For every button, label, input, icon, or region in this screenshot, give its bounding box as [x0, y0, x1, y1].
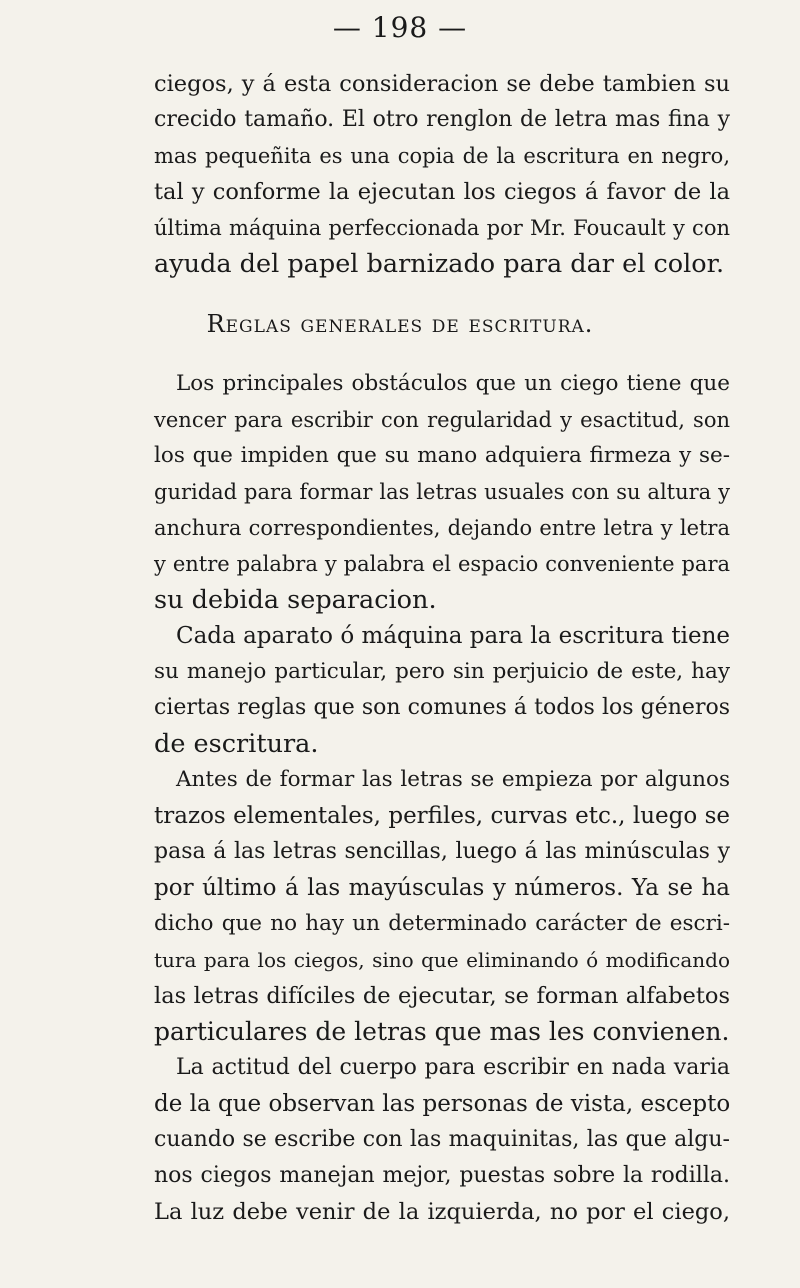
text-line: tura para los ciegos, sino que eliminando ó modificando	[154, 948, 730, 972]
text-line: los que impiden que su mano adquiera firmeza y se-	[154, 443, 730, 468]
text-line: las letras difíciles de ejecutar, se forman alfabetos	[154, 983, 730, 1009]
paragraph-first-line: La actitud del cuerpo para escribir en nada varia	[176, 1055, 730, 1080]
text-line: por último á las mayúsculas y números. Ya se ha	[154, 875, 730, 901]
text-line: trazos elementales, perfiles, curvas etc., luego se	[154, 803, 730, 829]
text-line: guridad para formar las letras usuales con su altura y	[154, 480, 730, 504]
text-line: nos ciegos manejan mejor, puestas sobre la rodilla.	[154, 1163, 730, 1188]
text-line: última máquina perfeccionada por Mr. Foucault y con	[154, 216, 730, 240]
paragraph-first-line: Antes de formar las letras se empieza por algunos	[176, 767, 730, 792]
text-line: su manejo particular, pero sin perjuicio de este, hay	[154, 659, 730, 684]
paragraph-first-line: Cada aparato ó máquina para la escritura tiene	[176, 623, 730, 649]
text-line: mas pequeñita es una copia de la escritura en negro,	[154, 144, 730, 168]
text-line: particulares de letras que mas les convienen.	[154, 1017, 730, 1046]
text-line: ciertas reglas que son comunes á todos los géneros	[154, 695, 730, 720]
text-line: tal y conforme la ejecutan los ciegos á favor de la	[154, 179, 730, 205]
text-line: cuando se escribe con las maquinitas, las que algu-	[154, 1127, 730, 1152]
page-number-header: — 198 —	[332, 11, 468, 44]
text-line: La luz debe venir de la izquierda, no por el ciego,	[154, 1199, 730, 1225]
paragraph-first-line: Los principales obstáculos que un ciego tiene que	[176, 371, 730, 396]
text-line: ciegos, y á esta consideracion se debe tambien su	[154, 71, 730, 97]
text-line: su debida separacion.	[154, 585, 437, 615]
text-line: pasa á las letras sencillas, luego á las minúsculas y	[154, 839, 730, 864]
text-line: dicho que no hay un determinado carácter de escri-	[154, 911, 730, 936]
text-line: ayuda del papel barnizado para dar el color.	[154, 249, 725, 279]
text-line: vencer para escribir con regularidad y esactitud, son	[154, 408, 730, 432]
section-heading: Reglas generales de escritura.	[206, 310, 594, 338]
text-line: crecido tamaño. El otro renglon de letra mas fina y	[154, 107, 730, 132]
text-line: y entre palabra y palabra el espacio conveniente para	[154, 552, 730, 576]
text-line: anchura correspondientes, dejando entre letra y letra	[154, 516, 730, 540]
text-line: de la que observan las personas de vista, escepto	[154, 1091, 731, 1117]
text-line: de escritura.	[154, 729, 319, 759]
